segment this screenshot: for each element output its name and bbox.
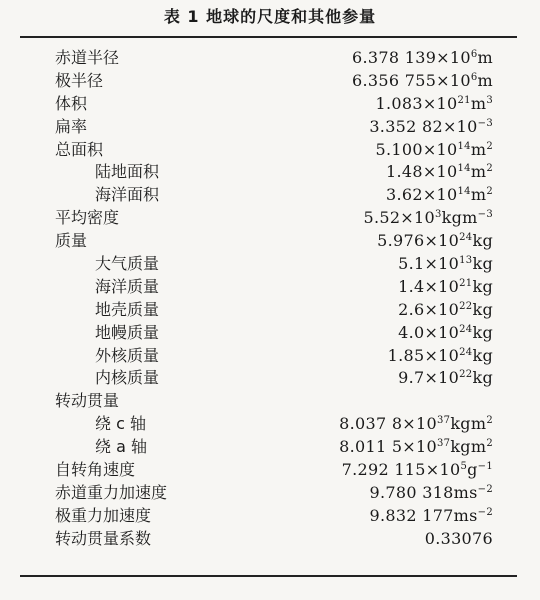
- parameter-value: $3.62\times 10^{14}m^2$: [386, 185, 493, 205]
- table-row: [0, 184, 540, 207]
- parameter-value: 6.378 $139\times 10^6m$: [352, 48, 493, 67]
- parameter-label: 外核质量: [95, 345, 160, 365]
- table-row: [0, 459, 540, 482]
- parameter-value: $1.48\times 10^{14}m^2$: [386, 162, 493, 182]
- parameter-value: 0.33076: [424, 528, 493, 548]
- table-row: [0, 116, 540, 139]
- parameter-value: 9.832 $177ms^{-2}$: [369, 505, 493, 525]
- table-row: [0, 413, 540, 436]
- parameter-value: $4.0\times 10^{24}kg$: [398, 322, 493, 342]
- parameter-value: $1.85\times 10^{24}kg$: [387, 345, 493, 365]
- parameter-value: $5.100\times 10^{14}m^2$: [375, 139, 493, 159]
- parameter-value: $5.52\times 10^3kgm^{-3}$: [363, 208, 493, 228]
- table-row: [0, 505, 540, 528]
- parameter-value: $9.7\times 10^{22}kg$: [398, 368, 493, 388]
- parameter-label: 大气质量: [95, 254, 160, 274]
- table-row: [0, 390, 540, 413]
- parameter-label: 海洋面积: [95, 185, 160, 205]
- table-row: [0, 528, 540, 551]
- table-row: [0, 299, 540, 322]
- bottom-rule: [20, 575, 517, 577]
- parameter-value: $1.4\times 10^{21}kg$: [398, 276, 493, 296]
- parameter-label: 转动贯量系数: [55, 528, 152, 548]
- table-caption: 表 1 地球的尺度和其他参量: [163, 7, 377, 26]
- parameter-label: 质量: [55, 231, 88, 251]
- parameter-value: 9.780 $318ms^{-2}$: [369, 482, 493, 502]
- parameter-value: $1.083\times 10^{21}m^3$: [375, 93, 493, 113]
- parameter-label: 赤道重力加速度: [55, 482, 168, 502]
- parameter-value: $5.976\times 10^{24}kg$: [377, 231, 493, 251]
- parameter-label: 自转角速度: [55, 460, 136, 480]
- parameter-value: 8.037 $8\times 10^{37}kgm^2$: [339, 414, 493, 434]
- table-row: [0, 161, 540, 184]
- parameter-table: [0, 47, 540, 551]
- parameter-value: $5.1\times 10^{13}kg$: [398, 254, 493, 274]
- parameter-value: 7.292 $115\times 10^5g^{-1}$: [341, 460, 493, 480]
- parameter-value: 8.011 $5\times 10^{37}kgm^2$: [339, 437, 493, 457]
- parameter-label: 转动贯量: [55, 391, 120, 411]
- table-row: [0, 345, 540, 368]
- table-row: [0, 482, 540, 505]
- parameter-label: 地幔质量: [95, 322, 160, 342]
- parameter-label: 陆地面积: [95, 162, 160, 182]
- parameter-label: 绕 a 轴: [95, 437, 147, 457]
- parameter-label: 扁率: [55, 116, 88, 136]
- parameter-label: 极半径: [55, 70, 104, 90]
- table-row: [0, 253, 540, 276]
- parameter-label: 地壳质量: [95, 299, 160, 319]
- parameter-value: $2.6\times 10^{22}kg$: [398, 299, 493, 319]
- parameter-value: 6.356 $755\times 10^6m$: [352, 70, 493, 90]
- parameter-label: 总面积: [55, 139, 104, 159]
- parameter-value: 3.352 $82\times 10^{-3}$: [369, 116, 493, 136]
- parameter-label: 海洋质量: [95, 276, 160, 296]
- parameter-label: 绕 c 轴: [95, 414, 146, 434]
- table-row: [0, 322, 540, 345]
- table-row: [0, 207, 540, 230]
- parameter-label: 内核质量: [95, 368, 160, 388]
- table-row: [0, 47, 540, 70]
- parameter-label: 赤道半径: [55, 48, 120, 67]
- table-row: [0, 276, 540, 299]
- table-row: [0, 367, 540, 390]
- parameter-label: 体积: [55, 93, 88, 113]
- table-row: [0, 436, 540, 459]
- top-rule: [20, 36, 517, 38]
- table-row: [0, 70, 540, 93]
- parameter-label: 平均密度: [55, 208, 120, 228]
- table-row: [0, 139, 540, 162]
- table-row: [0, 93, 540, 116]
- table-row: [0, 230, 540, 253]
- parameter-label: 极重力加速度: [55, 505, 152, 525]
